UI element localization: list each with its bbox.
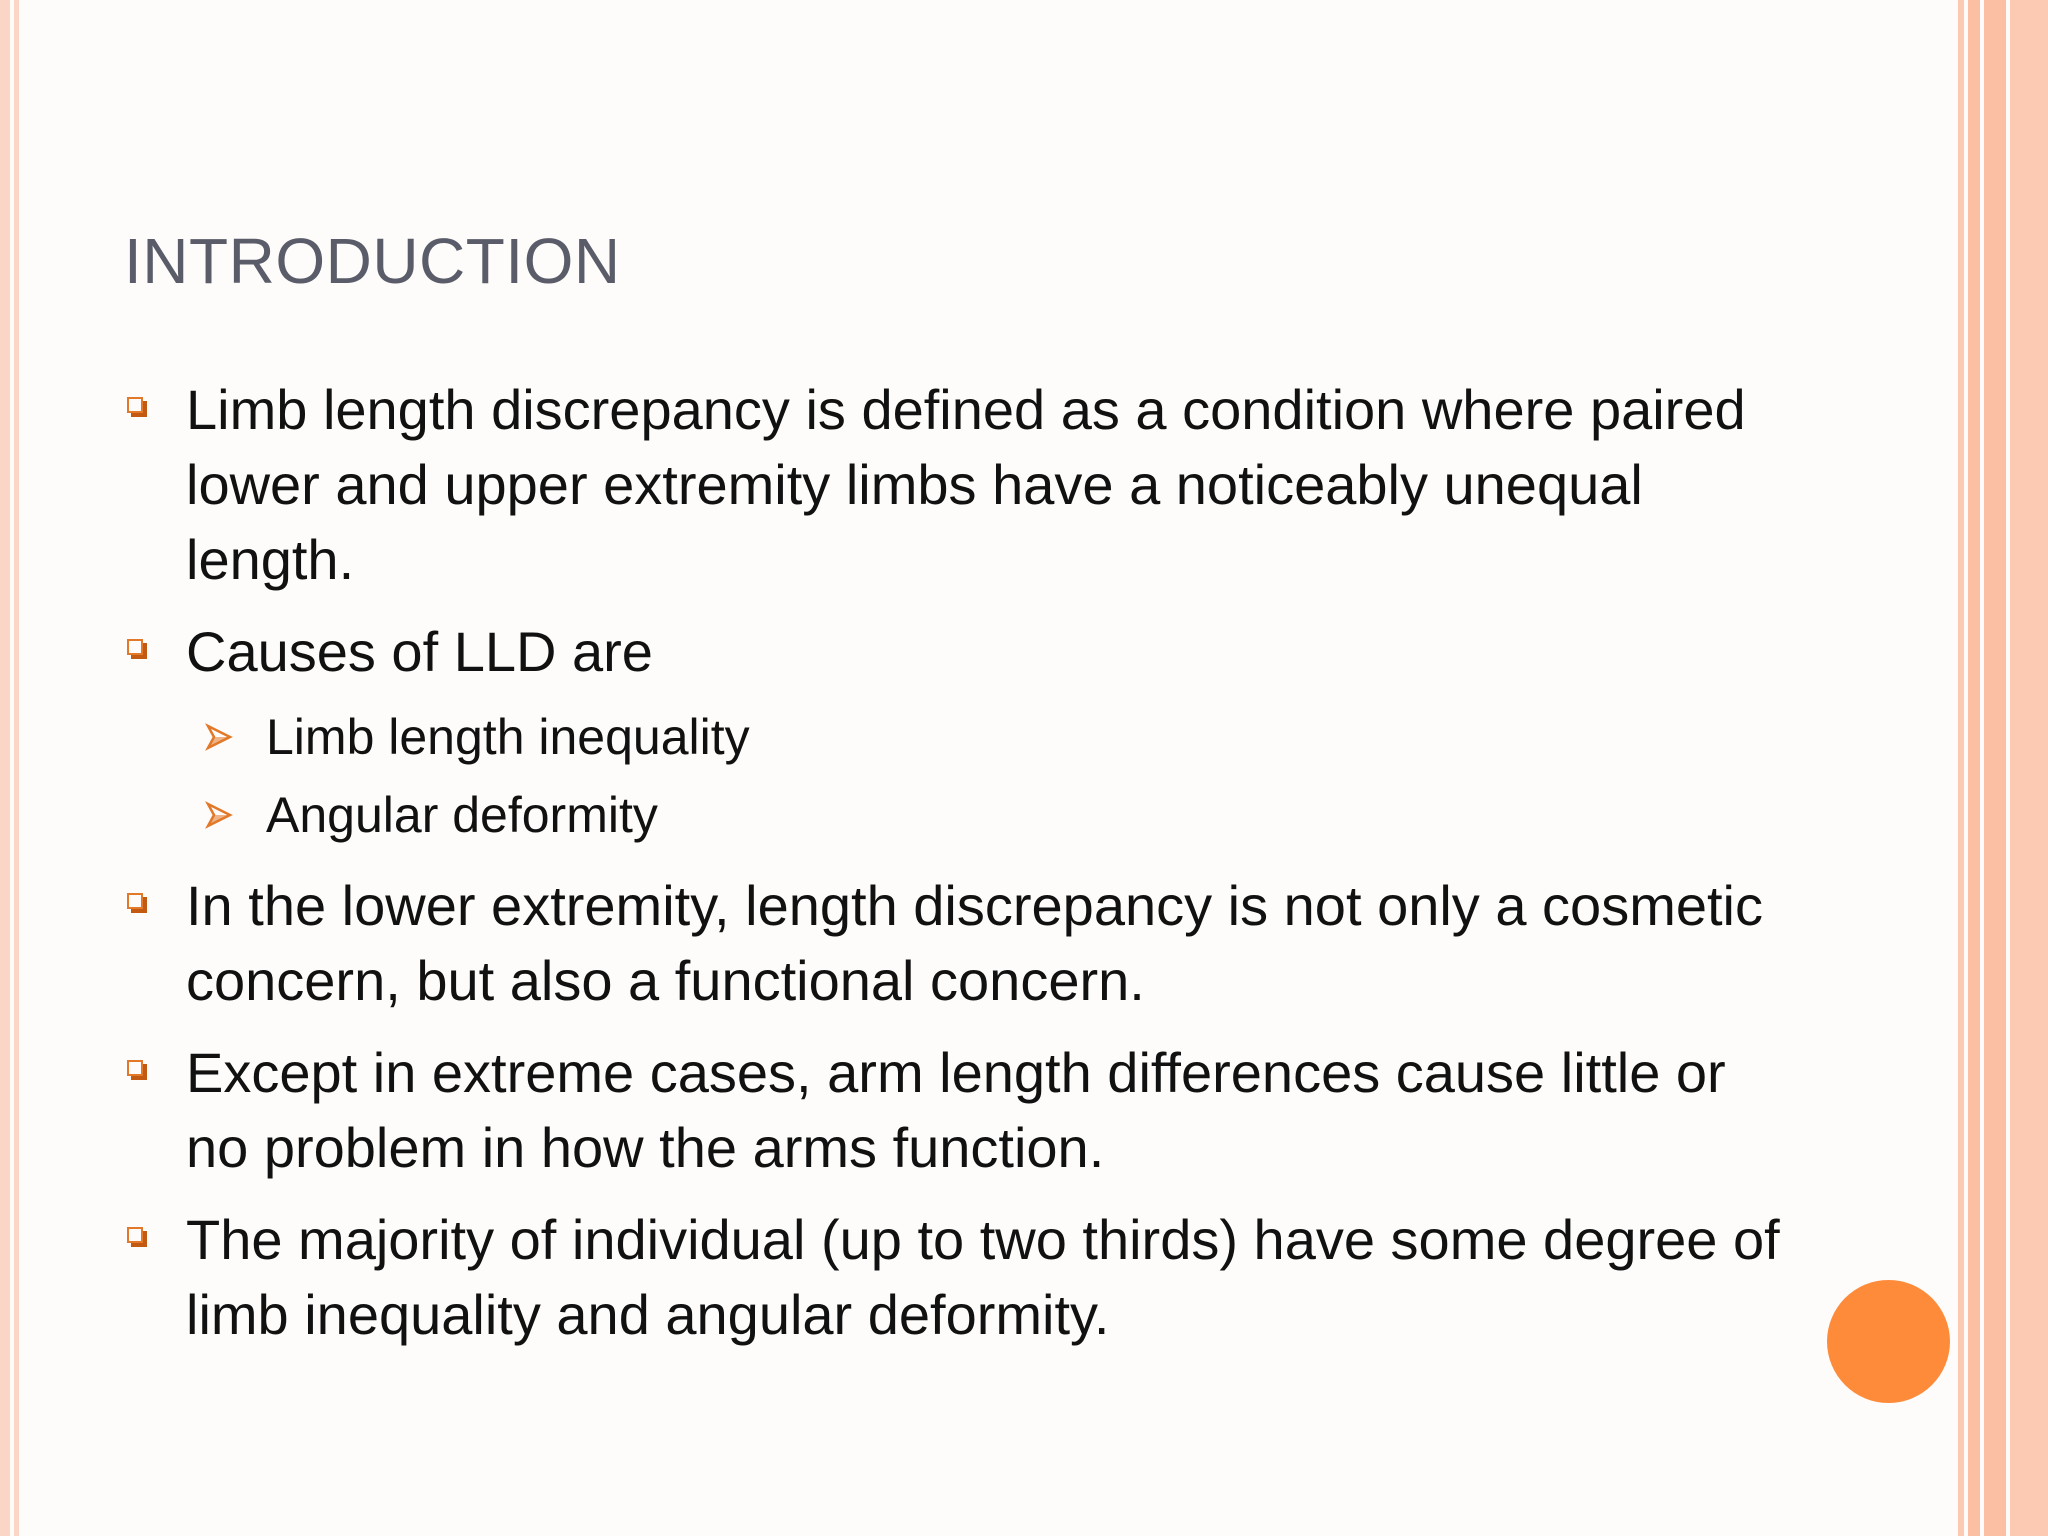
sub-bullet-item (124, 698, 1784, 776)
right-border-stripe (1958, 0, 1964, 1536)
bullet-text: The majority of individual (up to two thirds) have some degree of limb inequality and angular deformity. (186, 1208, 1780, 1346)
square-bullet-icon (127, 1227, 147, 1247)
bullet-list (124, 372, 1784, 1369)
left-border-stripe (14, 0, 19, 1536)
square-bullet-icon (127, 893, 147, 913)
bullet-item (124, 868, 1784, 1018)
bullet-item (124, 372, 1784, 597)
left-border-stripe (0, 0, 10, 1536)
bullet-item (124, 1035, 1784, 1185)
sub-bullet-text: Limb length inequality (266, 709, 750, 765)
bullet-text: Except in extreme cases, arm length differences cause little or no problem in how the arms function. (186, 1041, 1726, 1179)
sub-bullet-text: Angular deformity (266, 787, 658, 843)
sub-bullet-item (124, 776, 1784, 854)
right-border-stripe (1968, 0, 1980, 1536)
accent-circle (1827, 1280, 1950, 1403)
square-bullet-icon (127, 1060, 147, 1080)
bullet-text: Causes of LLD are (186, 620, 653, 683)
bullet-text: Limb length discrepancy is defined as a condition where paired lower and upper extremity limbs have a noticeably unequal length. (186, 378, 1746, 591)
sub-bullet-list (124, 698, 1784, 854)
right-border-stripe (1984, 0, 2006, 1536)
square-bullet-icon (127, 397, 147, 417)
arrow-bullet-icon (204, 722, 234, 752)
bullet-item (124, 1202, 1784, 1352)
slide-title: INTRODUCTION (124, 225, 621, 297)
bullet-text: In the lower extremity, length discrepancy is not only a cosmetic concern, but also a functional concern. (186, 874, 1763, 1012)
square-bullet-icon (127, 639, 147, 659)
right-border-stripe (2010, 0, 2048, 1536)
arrow-bullet-icon (204, 800, 234, 830)
bullet-item (124, 614, 1784, 689)
